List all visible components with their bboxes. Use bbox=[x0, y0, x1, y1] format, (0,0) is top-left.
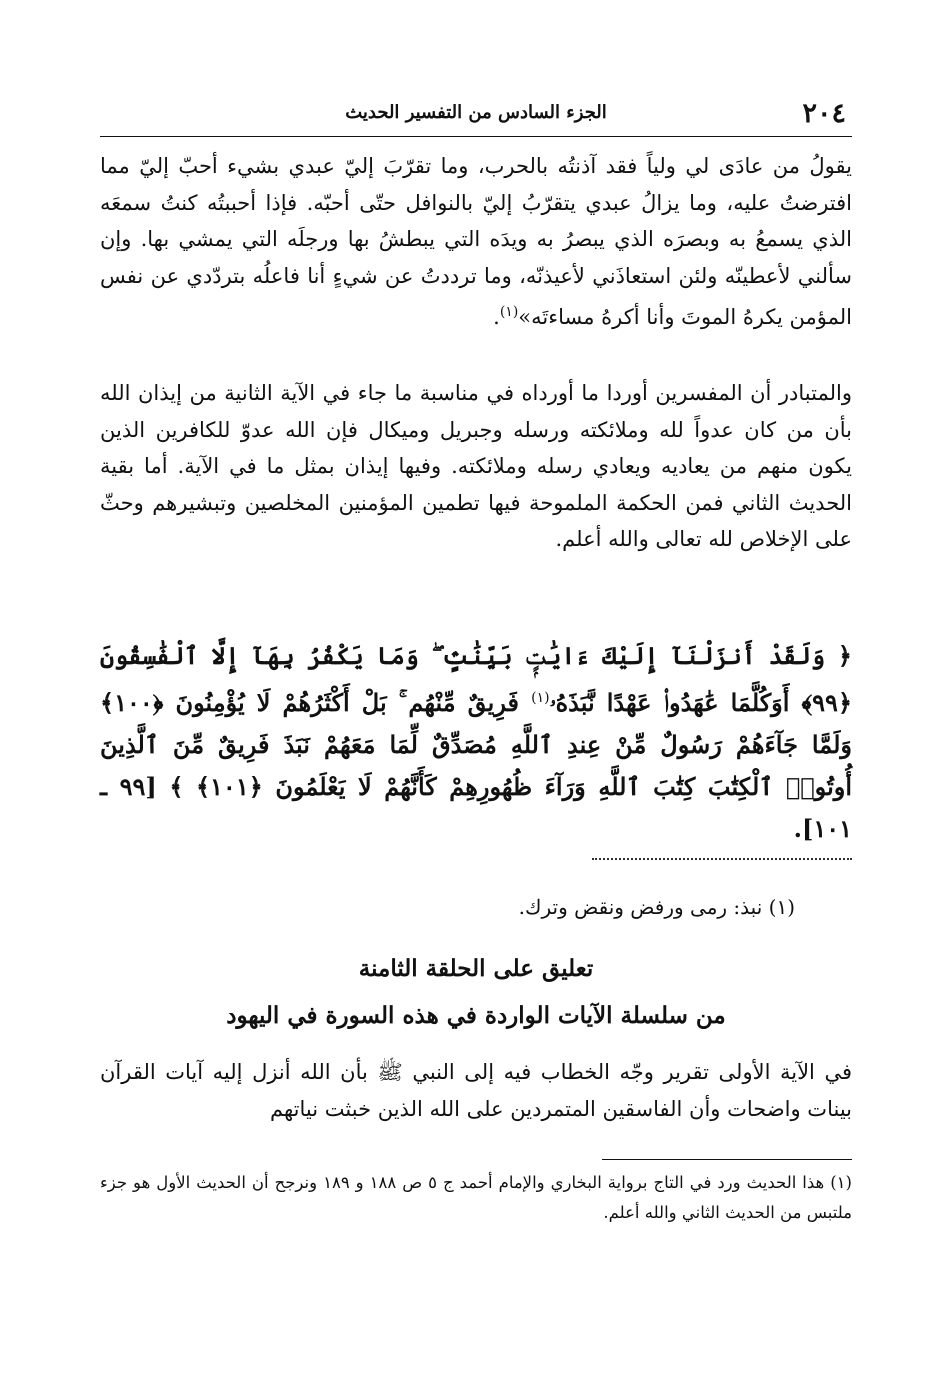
section-subtitle: من سلسلة الآيات الواردة في هذه السورة في اليهود bbox=[226, 1002, 726, 1029]
commentary-paragraph: والمتبادر أن المفسرين أوردا ما أورداه في مناسبة ما جاء في الآية الثانية من إيذان الله بأن من كان عدواً لله وملائكته ورسله وجبريل وميكال فإن الله عدوّ للكافرين الذين يكون منهم من يعاديه ويعادي رسله وملائكته. وفيها إيذان بمثل ما في الآية. أما بقية الحديث الثاني فمن الحكمة الملموحة فيها تطمين المؤمنين المخلصين وتبشيرهم وحثّ على الإخلاص لله تعالى والله أعلم. bbox=[100, 381, 852, 551]
verse-text-part-2: فَرِيقٌ مِّنْهُم ۚ بَلْ أَكْثَرُهُمْ لَا يُؤْمِنُونَ ﴿١٠٠﴾ وَلَمَّا جَآءَهُمْ رَسُولٌ مِّنْ عِندِ ٱللَّهِ مُصَدِّقٌ لِّمَا مَعَهُمْ نَبَذَ فَرِيقٌ مِّنَ ٱلَّذِينَ أُوتُوا۟ ٱلْكِتَٰبَ كِتَٰبَ ٱللَّهِ وَرَآءَ ظُهُورِهِمْ كَأَنَّهُمْ لَا يَعْلَمُونَ ﴿١٠١﴾ ﴾ bbox=[100, 688, 853, 801]
commentary-paragraph-2: في الآية الأولى تقرير وجّه الخطاب فيه إلى النبي ﷺ بأن الله أنزل إليه آيات القرآن بينات واضحات وأن الفاسقين المتمردين على الله الذين خبثت نياتهم bbox=[100, 1060, 852, 1121]
page-header bbox=[100, 92, 852, 137]
quran-verse-block bbox=[100, 635, 852, 850]
footnote-marker: (١) bbox=[499, 304, 519, 320]
hadith-paragraph bbox=[100, 148, 852, 336]
dotted-separator bbox=[592, 858, 852, 860]
page-footnote: (١) هذا الحديث ورد في التاج برواية البخاري والإمام أحمد ج ٥ ص ١٨٨ و ١٨٩ ونرجح أن الحديث الأول هو جزء ملتبس من الحديث الثاني والله أعلم. bbox=[100, 1173, 852, 1222]
footnote-rule bbox=[602, 1159, 852, 1160]
running-title: الجزء السادس من التفسير الحديث bbox=[345, 102, 607, 123]
page-number: ٢٠٤ bbox=[802, 98, 846, 129]
verse-range: [٩٩ ـ ١٠١]. bbox=[100, 772, 852, 843]
verse-footnote-marker: (١) bbox=[531, 690, 550, 706]
inline-footnote: (١) نبذ: رمى ورفض ونقض وترك. bbox=[518, 895, 795, 919]
sentence-end: . bbox=[493, 305, 500, 329]
section-title: تعليق على الحلقة الثامنة bbox=[358, 955, 594, 982]
hadith-text: يقولُ من عادَى لي ولياً فقد آذنتُه بالحرب، وما تقرّبَ إليّ عبدي بشيء أحبّ إليّ مما افترضتُ عليه، وما يزالُ عبدي يتقرّبُ إليّ بالنوافل حتّى أحبّه. فإذا أحببتُه كنتُ سمعَه الذي يسمعُ به وبصرَه الذي يبصرُ به ويدَه التي يبطشُ بها ورجلَه التي يمشي بها. وإن سألني لأعطينّه ولئن استعاذَني لأعيذنّه، وما ترددتُ عن شيءٍ أنا فاعلُه بتردّدي عن نفس المؤمن يكرهُ الموتَ وأنا أكرهُ مساءتَه» bbox=[100, 154, 852, 329]
verse-text-part-1: ﴿ وَلَقَدْ أَنزَلْنَآ إِلَيْكَ ءَايَٰتٍۭ بَيِّنَٰتٍۢ ۖ وَمَا يَكْفُرُ بِهَآ إِلَّا ٱلْفَٰسِقُونَ ﴿٩٩﴾ أَوَكُلَّمَا عَٰهَدُوا۟ عَهْدًا نَّبَذَهُۥ bbox=[100, 641, 852, 717]
